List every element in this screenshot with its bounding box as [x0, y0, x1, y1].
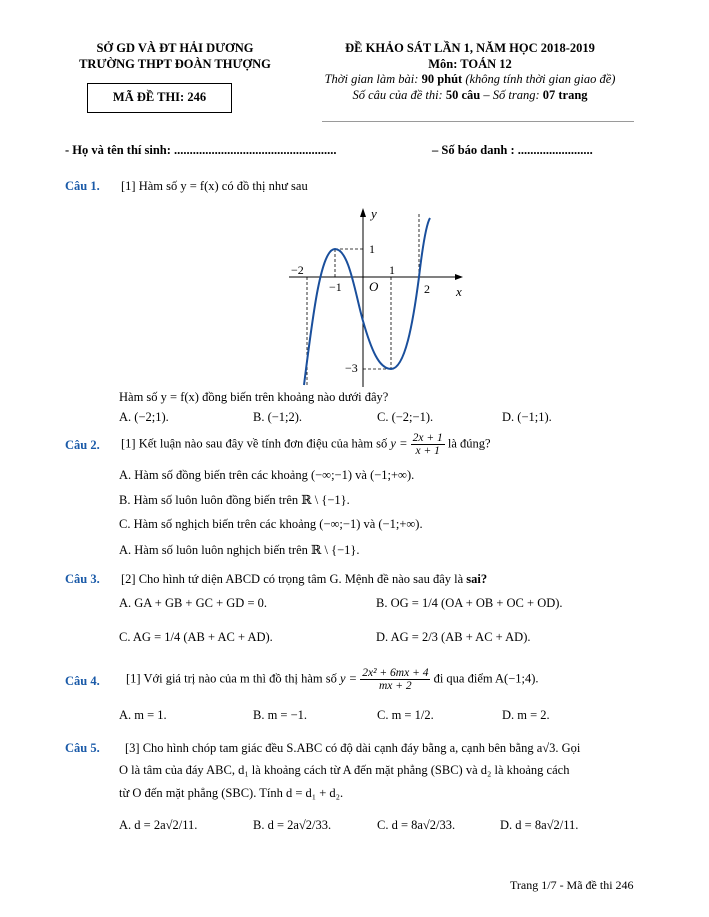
time-prefix: Thời gian làm bài:: [324, 72, 419, 86]
q1-option-d: D. (−1;1).: [502, 410, 552, 424]
q1-graph: [283, 203, 473, 388]
label-yneg3: −3: [345, 361, 358, 375]
q4-text: [126, 667, 539, 692]
q4-option-b: B. m = −1.: [253, 708, 308, 722]
q5-line3: từ O đến mặt phẳng (SBC). Tính d = d₁ + d₂.: [119, 786, 344, 800]
q2-fn-lhs: y =: [390, 436, 408, 451]
q4-fn-num: 2x² + 6mx + 4: [362, 667, 429, 679]
q4-option-c: C. m = 1/2.: [377, 708, 434, 722]
q1-option-b: B. (−1;2).: [253, 410, 303, 424]
q4-fraction: [360, 667, 430, 692]
pages-value: 07 trang: [542, 88, 588, 102]
exam-count: [290, 88, 650, 103]
header-divider: [322, 121, 634, 122]
q1-prompt: Hàm số y = f(x) đồng biến trên khoảng nào dưới đây?: [119, 390, 389, 404]
q5-line1: [3] Cho hình chóp tam giác đều S.ABC có độ dài cạnh đáy bằng a, cạnh bên bằng a√3. Gọi: [125, 741, 581, 755]
q4-fn-lhs: y =: [339, 671, 358, 686]
count-value: 50 câu: [445, 88, 481, 102]
x-axis-label: x: [456, 284, 462, 299]
q1-text: [1] Hàm số y = f(x) có đồ thị như sau: [121, 179, 308, 193]
student-name-line: - Họ và tên thí sinh: ....................................................: [65, 143, 337, 157]
page-footer: Trang 1/7 - Mã đề thi 246: [510, 878, 634, 892]
q3-option-a: A. GA + GB + GC + GD = 0.: [119, 596, 267, 610]
q5-line2: O là tâm của đáy ABC, d₁ là khoảng cách từ A đến mặt phẳng (SBC) và d₂ là khoảng cách: [119, 763, 570, 777]
q2-fraction: [411, 432, 445, 457]
q1-number: Câu 1.: [65, 179, 100, 193]
q2-fn-num: 2x + 1: [412, 432, 443, 444]
label-x2: 2: [424, 282, 430, 296]
q5-option-a: A. d = 2a√2/11.: [119, 818, 198, 832]
exam-subject: Môn: TOÁN 12: [428, 57, 512, 71]
label-xneg1: −1: [329, 280, 342, 294]
label-x1: 1: [389, 263, 395, 277]
dept-name: SỞ GD VÀ ĐT HẢI DƯƠNG: [96, 41, 254, 55]
q2-text: [121, 432, 491, 457]
pages-prefix: – Số trang:: [483, 88, 540, 102]
time-value: 90 phút: [421, 72, 463, 86]
q5-number: Câu 5.: [65, 741, 100, 755]
q2-option-b: B. Hàm số luôn luôn đồng biến trên ℝ \ {−1}.: [119, 493, 350, 507]
q3-number: Câu 3.: [65, 572, 100, 586]
q2-tail: là đúng?: [447, 436, 491, 451]
q5-option-c: C. d = 8a√2/33.: [377, 818, 456, 832]
student-id-line: – Số báo danh : ........................: [432, 143, 593, 157]
q3-text-bold: sai?: [466, 572, 488, 586]
q1-option-c: C. (−2;−1).: [377, 410, 434, 424]
school-name: TRƯỜNG THPT ĐOÀN THƯỢNG: [79, 57, 271, 71]
q3-text: [121, 572, 487, 587]
label-xneg2: −2: [291, 263, 304, 277]
q4-option-a: A. m = 1.: [119, 708, 167, 722]
exam-time: [290, 72, 650, 87]
q2-option-a: A. Hàm số đồng biến trên các khoảng (−∞;−1) và (−1;+∞).: [119, 468, 415, 482]
q5-option-d: D. d = 8a√2/11.: [500, 818, 579, 832]
q4-option-d: D. m = 2.: [502, 708, 550, 722]
q2-number: Câu 2.: [65, 438, 100, 452]
q1-option-a: A. (−2;1).: [119, 410, 169, 424]
label-y1: 1: [369, 242, 375, 256]
q4-lead: [1] Với giá trị nào của m thì đồ thị hàm số: [126, 671, 337, 686]
function-curve: [304, 218, 430, 385]
q2-option-c: C. Hàm số nghịch biến trên các khoảng (−∞;−1) và (−1;+∞).: [119, 517, 423, 531]
exam-code: MÃ ĐỀ THI: 246: [112, 90, 207, 104]
q2-fn-den: x + 1: [415, 445, 440, 458]
q3-option-b: B. OG = 1/4 (OA + OB + OC + OD).: [376, 596, 563, 610]
count-prefix: Số câu của đề thi:: [352, 88, 443, 102]
exam-title: ĐỀ KHẢO SÁT LẦN 1, NĂM HỌC 2018-2019: [345, 41, 595, 55]
q4-number: Câu 4.: [65, 674, 100, 688]
x-axis-arrow: [455, 274, 463, 280]
q3-text-main: [2] Cho hình tứ diện ABCD có trọng tâm G. Mệnh đề nào sau đây là: [121, 572, 464, 586]
y-axis-arrow: [360, 208, 366, 217]
q2-option-d: A. Hàm số luôn luôn nghịch biến trên ℝ \ {−1}.: [119, 543, 360, 557]
q4-fn-den: mx + 2: [379, 680, 412, 693]
q3-option-c: C. AG = 1/4 (AB + AC + AD).: [119, 630, 273, 644]
q2-lead: [1] Kết luận nào sau đây về tính đơn điệu của hàm số: [121, 436, 388, 451]
q3-option-d: D. AG = 2/3 (AB + AC + AD).: [376, 630, 531, 644]
y-axis-label: y: [371, 206, 377, 221]
time-note: (không tính thời gian giao đề): [465, 72, 616, 86]
q4-tail: đi qua điểm A(−1;4).: [433, 671, 539, 686]
q5-option-b: B. d = 2a√2/33.: [253, 818, 332, 832]
origin-label: O: [369, 279, 379, 294]
